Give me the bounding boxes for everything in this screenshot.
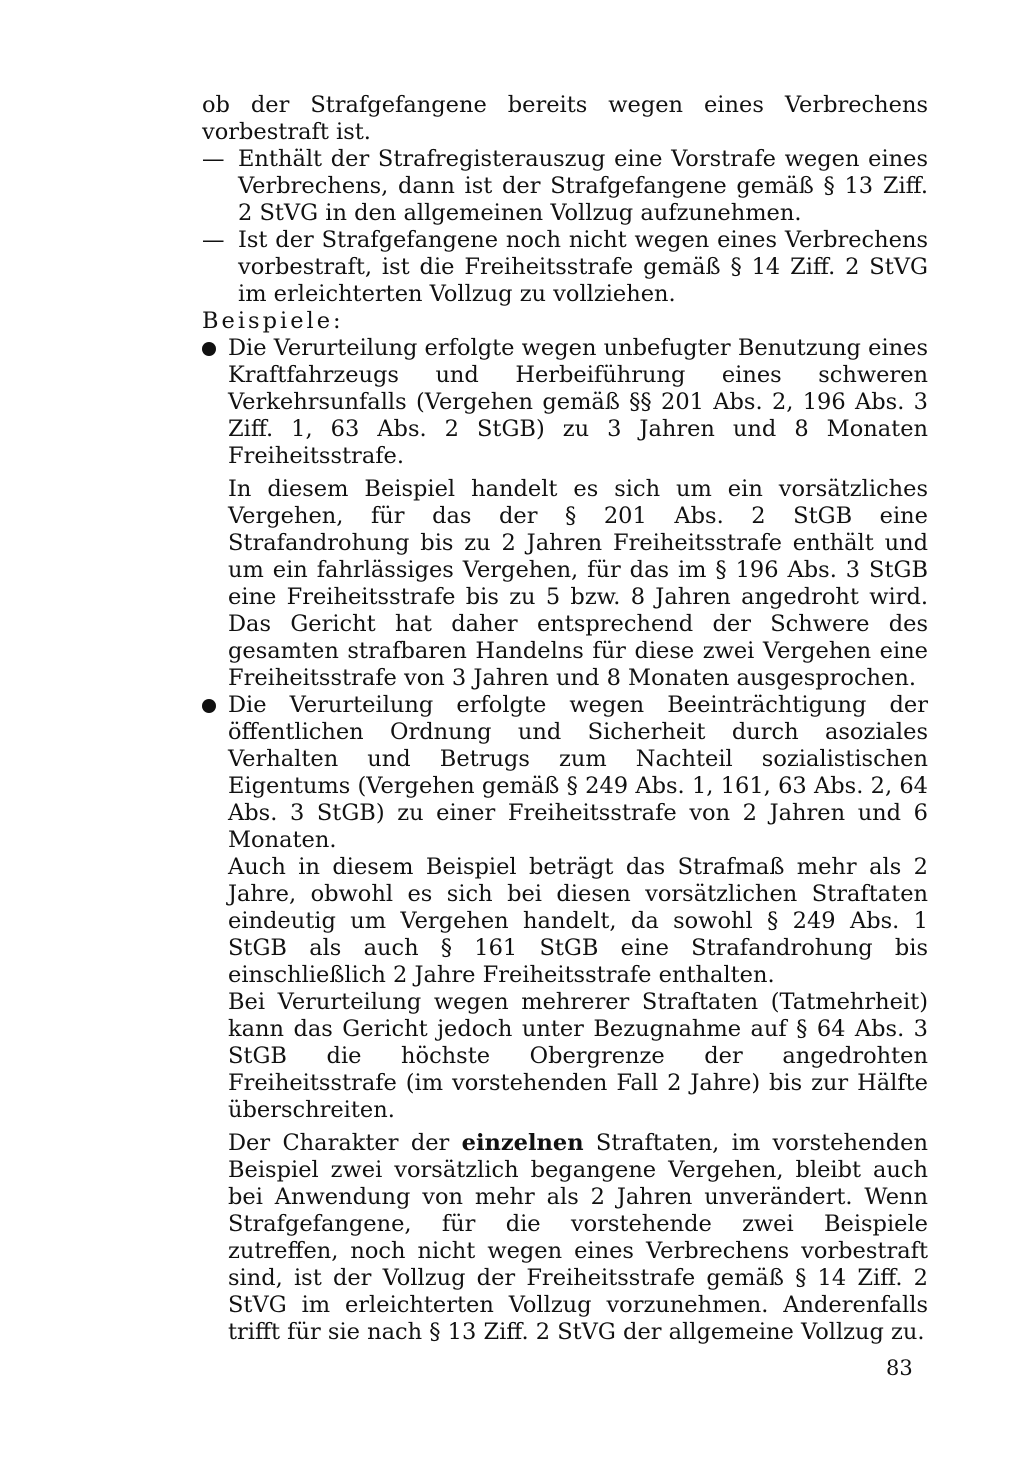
example-2-explanation-2: Bei Verurteilung wegen mehrerer Straftaten (Tatmehrheit) kann das Gericht jedoch unter Bezugnahme auf § 64 Abs. 3 StGB die höchste Obergrenze der angedrohten Freiheitsstrafe (im vorstehenden Fall 2 Jahre) bis zur Hälfte überschreiten. — [228, 989, 928, 1123]
example-1-explanation: In diesem Beispiel handelt es sich um ein vorsätzliches Vergehen, für das der § 201 Abs. 2 StGB eine Strafandrohung bis zu 2 Jahren Freiheitsstrafe enthält und um ein fahrlässiges Vergehen, für das im § 196 Abs. 3 StGB eine Freiheitsstrafe bis zu 5 bzw. 8 Jahren angedroht wird. Das Gericht hat daher entsprechend der Schwere des gesamten strafbaren Handelns für diese zwei Vergehen eine Freiheitsstrafe von 3 Jahren und 8 Monaten ausgesprochen. — [228, 476, 928, 691]
explanation-3-start: Der Charakter der — [228, 1130, 462, 1156]
example-2-case: Die Verurteilung erfolgte wegen Beeinträchtigung der öffentlichen Ordnung und Sicherheit durch asoziales Verhalten und Betrugs zum Nachteil sozialistischen Eigentums (Vergehen gemäß § 249 Abs. 1, 161, 63 Abs. 2, 64 Abs. 3 StGB) zu einer Freiheitsstrafe von 2 Jahren und 6 Monaten. — [228, 692, 928, 853]
dash-item-2: — Ist der Strafgefangene noch nicht wegen eines Verbrechens vorbestraft, ist die Freiheitsstrafe gemäß § 14 Ziff. 2 StVG im erleichterten Vollzug zu vollziehen. — [202, 227, 928, 308]
example-1 — [202, 335, 928, 692]
page-number: 83 — [886, 1356, 913, 1380]
bullet-icon — [202, 342, 216, 356]
bullet-icon — [202, 699, 216, 713]
example-2 — [202, 692, 928, 1346]
emphasis-einzelnen: einzelnen — [461, 1130, 584, 1156]
example-2-explanation-3 — [228, 1130, 928, 1346]
examples-heading: Beispiele: — [202, 308, 344, 334]
body-text — [202, 92, 928, 1346]
dash-item-1: — Enthält der Strafregisterauszug eine Vorstrafe wegen eines Verbrechens, dann ist der Strafgefangene gemäß § 13 Ziff. 2 StVG in den allgemeinen Vollzug aufzunehmen. — [202, 146, 928, 227]
intro-paragraph: ob der Strafgefangene bereits wegen eines Verbrechens vorbestraft ist. — [202, 92, 928, 145]
example-1-case: Die Verurteilung erfolgte wegen unbefugter Benutzung eines Kraftfahrzeugs und Herbeiführung eines schweren Verkehrsunfalls (Vergehen gemäß §§ 201 Abs. 2, 196 Abs. 3 Ziff. 1, 63 Abs. 2 StGB) zu 3 Jahren und 8 Monaten Freiheitsstrafe. — [228, 335, 928, 469]
example-2-explanation-1: Auch in diesem Beispiel beträgt das Strafmaß mehr als 2 Jahre, obwohl es sich bei diesen vorsätzlichen Straftaten eindeutig um Vergehen handelt, da sowohl § 249 Abs. 1 StGB als auch § 161 StGB eine Strafandrohung bis einschließlich 2 Jahre Freiheitsstrafe enthalten. — [228, 854, 928, 988]
explanation-3-rest: Straftaten, im vorstehenden Beispiel zwei vorsätzlich begangene Vergehen, bleibt auch bei Anwendung von mehr als 2 Jahren unverändert. Wenn Strafgefangene, für die vorstehende zwei Beispiele zutreffen, noch nicht wegen eines Verbrechens vorbestraft sind, ist der Vollzug der Freiheitsstrafe gemäß § 14 Ziff. 2 StVG im erleichterten Vollzug vorzunehmen. Anderenfalls trifft für sie nach § 13 Ziff. 2 StVG der allgemeine Vollzug zu. — [228, 1130, 928, 1345]
